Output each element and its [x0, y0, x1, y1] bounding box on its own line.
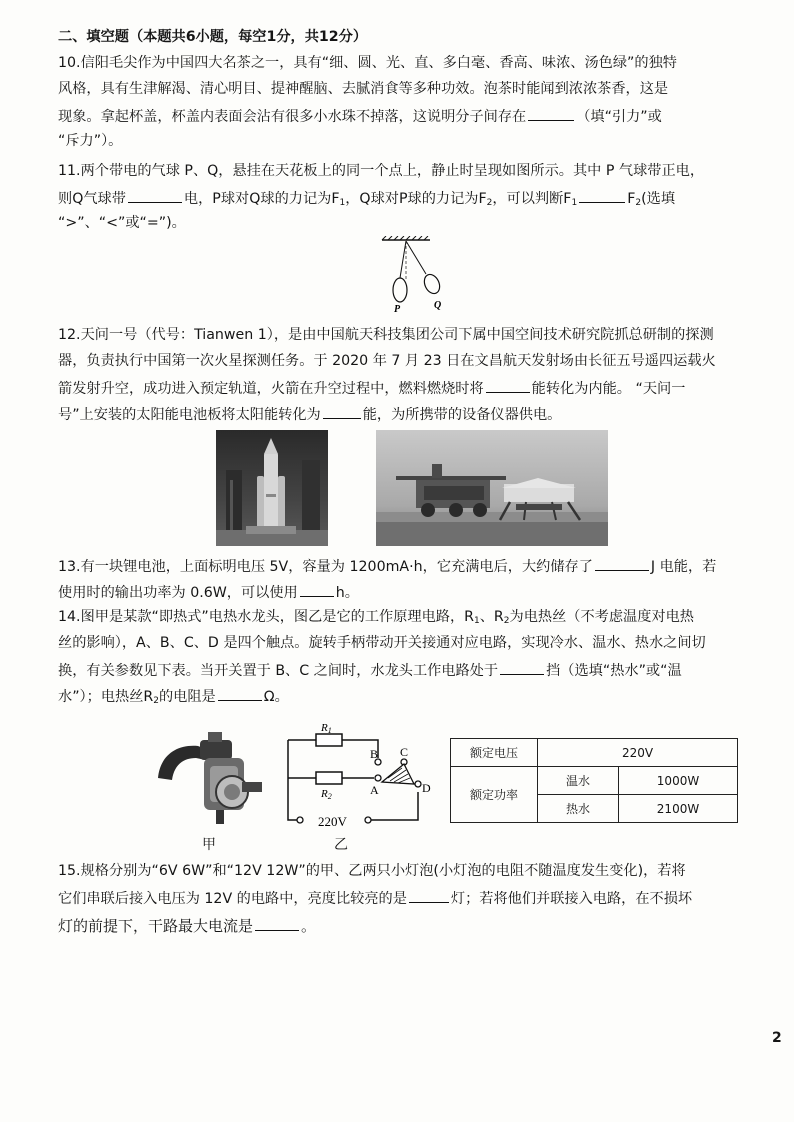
faucet-figure: [146, 726, 270, 826]
q12-answer-blank-2[interactable]: [323, 404, 361, 419]
q11-sub: 1: [571, 198, 578, 208]
q15-answer-blank-2[interactable]: [255, 916, 299, 931]
q11-line-3: “>”、“<”或“=”)。: [58, 215, 186, 231]
q11-sub: 2: [486, 198, 493, 208]
q14-text-h: Ω。: [263, 689, 289, 705]
q14-sub: 1: [474, 616, 480, 626]
q12-text-c: 号”上安装的太阳能电池板将太阳能转化为: [58, 407, 321, 423]
q14-answer-blank-2[interactable]: [218, 686, 262, 701]
label-q: Q: [434, 300, 442, 311]
q11-answer-blank-2[interactable]: [579, 188, 625, 203]
contact-a: A: [370, 783, 379, 797]
q10-line-1: 10.信阳毛尖作为中国四大名茶之一，具有“细、圆、光、直、多白毫、香高、味浓、汤色绿”的独特: [58, 55, 677, 71]
q13-text-c: 使用时的输出功率为 0.6W，可以使用: [58, 585, 298, 601]
balloon-p: [393, 278, 407, 302]
q15-line-2: [58, 888, 778, 909]
q11-text-b: 电，P球对Q球的力记为F: [183, 191, 340, 207]
q11-text-f: (选填: [641, 191, 676, 207]
table-row: [451, 767, 738, 795]
q12-text-d: 能，为所携带的设备仪器供电。: [362, 407, 562, 423]
circuit-diagram: [278, 720, 438, 834]
q10-text: 现象。拿起杯盖，杯盖内表面会沾有很多小水珠不掉落，这说明分子间存在: [58, 109, 527, 125]
q14-sub: 2: [503, 616, 510, 626]
q13-text-d: h。: [335, 585, 359, 601]
q12-answer-blank-1[interactable]: [486, 378, 530, 393]
table-cell: 热水: [538, 795, 619, 823]
q10-line-4: “斥力”）。: [58, 133, 123, 149]
label-r1: R1: [321, 722, 332, 735]
q10-line-2: 风格，具有生津解渴、清心明目、提神醒脑、去腻消食等多种功效。泡茶时能闻到浓浓茶香，这是: [58, 81, 669, 97]
q14-sub: 2: [153, 696, 159, 706]
q14-text-b: 、R: [479, 609, 504, 625]
contact-b: B: [370, 747, 379, 761]
rocket-launch-photo: [216, 430, 328, 546]
q13-answer-blank-2[interactable]: [300, 582, 334, 597]
table-cell: 温水: [538, 767, 619, 795]
q15-text-d: 。: [301, 917, 317, 935]
figure-caption-yi: 乙: [334, 837, 348, 853]
mars-rover-photo: [376, 430, 608, 546]
table-cell: 220V: [538, 739, 738, 767]
q13-text-b: J 电能，若: [650, 559, 717, 575]
page-number: 2: [772, 1030, 782, 1046]
q15-text-c: 灯的前提下，干路最大电流是: [58, 917, 254, 935]
q12-text-b: 能转化为内能。 “天问一: [531, 381, 686, 397]
q11-text-e: F: [627, 191, 636, 207]
q14-text-f: 水”）；电热丝R: [58, 689, 154, 705]
balloon-q: [421, 272, 442, 296]
q11-text-a: 则Q气球带: [58, 191, 126, 207]
q12-line-3: [58, 378, 778, 399]
q13-text-a: 13.有一块锂电池，上面标明电压 5V，容量为 1200mA·h，它充满电后，大约储存了: [58, 559, 593, 575]
q12-line-1: 12.天问一号（代号：Tianwen 1），是由中国航天科技集团公司下属中国空间技术研究院抓总研制的探测: [58, 327, 714, 343]
q12-text-a: 箭发射升空，成功进入预定轨道，火箭在升空过程中，燃料燃烧时将: [58, 381, 484, 397]
table-cell: 额定功率: [451, 767, 538, 823]
balloons-figure: [378, 236, 448, 316]
table-cell: 2100W: [619, 795, 738, 823]
q15-line-3: [58, 916, 778, 936]
table-row: [451, 739, 738, 767]
q12-line-2: 器，负责执行中国第一次火星探测任务。于 2020 年 7 月 23 日在文昌航天发射场由长征五号遥四运载火: [58, 353, 716, 369]
table-cell: 1000W: [619, 767, 738, 795]
voltage-label: 220V: [318, 814, 347, 829]
q13-answer-blank-1[interactable]: [595, 556, 649, 571]
contact-d: D: [422, 781, 431, 795]
contact-c: C: [400, 745, 409, 759]
q11-sub: 1: [339, 198, 346, 208]
q11-line-1: 11.两个带电的气球 P、Q，悬挂在天花板上的同一个点上，静止时呈现如图所示。其中 P 气球带正电，: [58, 163, 705, 179]
label-p: P: [394, 304, 401, 315]
q11-sub: 2: [635, 198, 642, 208]
q14-text-e: 挡（选填“热水”或“温: [546, 663, 682, 679]
q11-line-2: [58, 188, 778, 213]
label-r2: R2: [321, 788, 332, 801]
q15-text-a: 它们串联后接入电压为 12V 的电路中，亮度比较亮的是: [58, 891, 407, 907]
table-cell: 额定电压: [451, 739, 538, 767]
q14-text-c: 为电热丝（不考虑温度对电热: [509, 609, 694, 625]
q11-answer-blank-1[interactable]: [128, 188, 182, 203]
q13-line-2: [58, 582, 778, 603]
parameter-table: [450, 738, 738, 823]
q14-line-3: [58, 660, 778, 681]
q15-text-b: 灯；若将他们并联接入电路，在不损坏: [450, 891, 693, 907]
q12-line-4: [58, 404, 778, 425]
q14-text-a: 14.图甲是某款“即热式”电热水龙头，图乙是它的工作原理电路，R: [58, 609, 474, 625]
q13-line-1: [58, 556, 778, 577]
section-title: 二、填空题（本题共6小题，每空1分，共12分）: [58, 29, 368, 45]
q14-line-2: 丝的影响），A、B、C、D 是四个触点。旋转手柄带动开关接通对应电路，实现冷水、温水、热水之间切: [58, 635, 706, 651]
q15-answer-blank-1[interactable]: [409, 888, 449, 903]
q14-text-d: 换，有关参数见下表。当开关置于 B、C 之间时，水龙头工作电路处于: [58, 663, 499, 679]
q14-answer-blank-1[interactable]: [500, 660, 544, 675]
q11-text-d: ，可以判断F: [492, 191, 572, 207]
q14-line-1: [58, 608, 778, 631]
figure-caption-jia: 甲: [202, 837, 216, 853]
q15-line-1: 15.规格分别为“6V 6W”和“12V 12W”的甲、乙两只小灯泡(小灯泡的电阻不随温度发生变化)，若将: [58, 863, 686, 879]
q14-text-g: 的电阻是: [158, 689, 216, 705]
q10-line-3: [58, 106, 778, 127]
q14-line-4: [58, 686, 778, 711]
q10-answer-blank[interactable]: [528, 106, 574, 121]
q10-text-b: （填“引力”或: [576, 109, 662, 125]
q11-text-c: ，Q球对P球的力记为F: [345, 191, 487, 207]
